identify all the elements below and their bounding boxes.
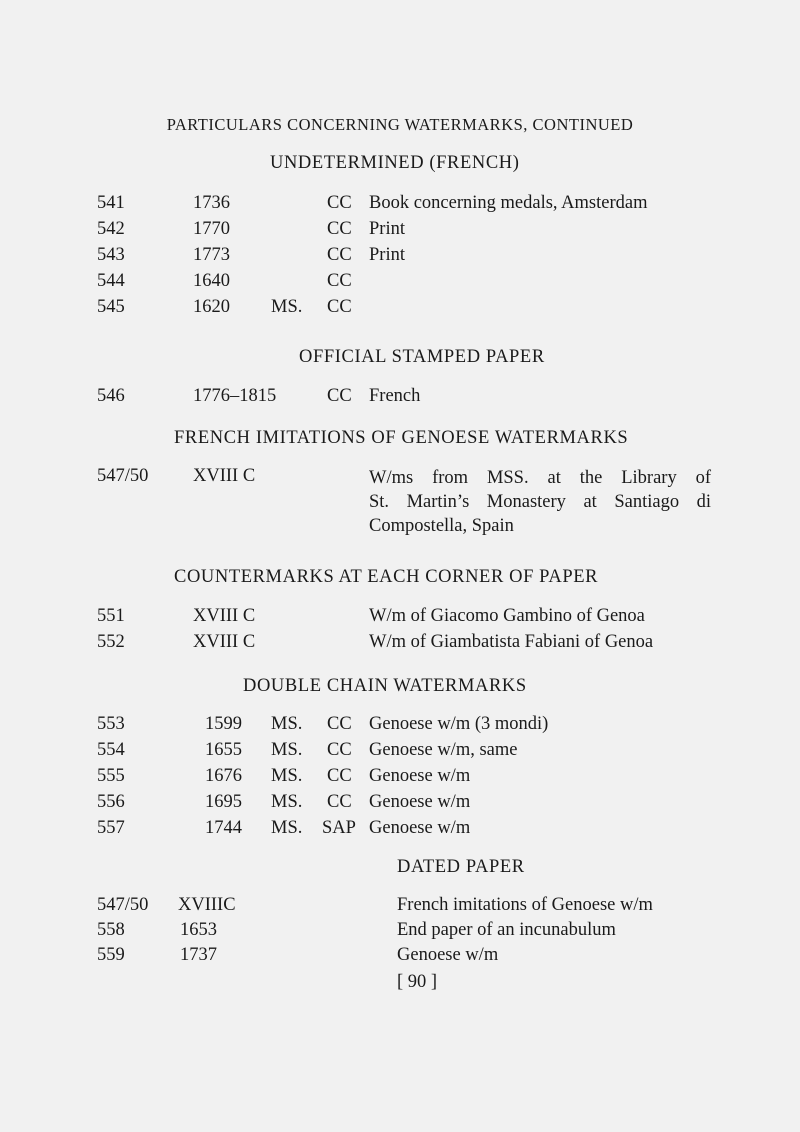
entry-description: French imitations of Genoese w/m (397, 895, 653, 915)
table-row (0, 297, 800, 323)
entry-date: XVIII C (193, 632, 256, 652)
entry-description: Print (369, 245, 405, 265)
entry-date: 1737 (180, 945, 217, 965)
table-row (0, 271, 800, 297)
entry-code: CC (327, 386, 352, 406)
entry-number: 556 (97, 792, 125, 812)
entry-description: End paper of an incunabulum (397, 920, 616, 940)
entry-description: Genoese w/m (397, 945, 499, 965)
entry-date: 1676 (205, 766, 242, 786)
entry-code: CC (327, 766, 352, 786)
entry-number: 543 (97, 245, 125, 265)
entry-code: SAP (322, 818, 356, 838)
entry-description: W/m of Giacomo Gambino of Genoa (369, 606, 645, 626)
description-line: Compostella, Spain (369, 516, 514, 536)
table-row (0, 766, 800, 792)
entry-date: 1655 (205, 740, 242, 760)
section-heading-stamped: OFFICIAL STAMPED PAPER (299, 347, 545, 367)
entry-date: 1770 (193, 219, 230, 239)
table-row (0, 792, 800, 818)
entry-number: 541 (97, 193, 125, 213)
entry-date: XVIIIC (178, 895, 236, 915)
table-row (0, 193, 800, 219)
entry-ms-mark: MS. (271, 766, 303, 786)
running-head: PARTICULARS CONCERNING WATERMARKS, CONTINUED (166, 115, 634, 134)
entry-ms-mark: MS. (271, 297, 303, 317)
table-row (0, 714, 800, 740)
table-row (0, 606, 800, 632)
entry-code: CC (327, 740, 352, 760)
entry-date: 1744 (205, 818, 242, 838)
entry-number: 546 (97, 386, 125, 406)
section-heading-imitations: FRENCH IMITATIONS OF GENOESE WATERMARKS (174, 428, 629, 448)
table-row (0, 740, 800, 766)
entry-description: Genoese w/m, same (369, 740, 518, 760)
entry-number: 558 (97, 920, 125, 940)
entry-number: 544 (97, 271, 125, 291)
entry-code: CC (327, 792, 352, 812)
entry-ms-mark: MS. (271, 792, 303, 812)
entry-date: 1620 (193, 297, 230, 317)
section-heading-countermarks: COUNTERMARKS AT EACH CORNER OF PAPER (174, 567, 599, 587)
table-row (0, 895, 800, 921)
table-row (0, 219, 800, 245)
entry-code: CC (327, 245, 352, 265)
entry-ms-mark: MS. (271, 740, 303, 760)
entry-code: CC (327, 219, 352, 239)
table-row (0, 386, 800, 412)
entry-code: CC (327, 297, 352, 317)
table-row (0, 245, 800, 271)
entry-number: 552 (97, 632, 125, 652)
entry-code: CC (327, 271, 352, 291)
entry-date: 1773 (193, 245, 230, 265)
entry-date: 1640 (193, 271, 230, 291)
entry-description: Genoese w/m (369, 792, 471, 812)
entry-date: 1653 (180, 920, 217, 940)
description-line: W/ms from MSS. at the Library of (369, 468, 711, 488)
entry-number: 547/50 (97, 466, 149, 486)
entry-date: XVIII C (193, 466, 256, 486)
table-row (0, 632, 800, 658)
entry-number: 559 (97, 945, 125, 965)
description-line: St. Martin’s Monastery at Santiago di (369, 492, 711, 512)
entry-number: 553 (97, 714, 125, 734)
entry-description: Book concerning medals, Amsterdam (369, 193, 648, 213)
entry-date: 1736 (193, 193, 230, 213)
entry-number: 545 (97, 297, 125, 317)
section-heading-double-chain: DOUBLE CHAIN WATERMARKS (243, 676, 527, 696)
entry-description: Print (369, 219, 405, 239)
entry-code: CC (327, 714, 352, 734)
entry-description: Genoese w/m (369, 766, 471, 786)
entry-date: 1695 (205, 792, 242, 812)
entry-description: Genoese w/m (3 mondi) (369, 714, 549, 734)
entry-ms-mark: MS. (271, 818, 303, 838)
entry-number: 542 (97, 219, 125, 239)
entry-ms-mark: MS. (271, 714, 303, 734)
entry-description: French (369, 386, 421, 406)
table-row (0, 920, 800, 946)
entry-number: 557 (97, 818, 125, 838)
entry-description: Genoese w/m (369, 818, 471, 838)
table-row (0, 466, 800, 542)
table-row (0, 945, 800, 971)
entry-number: 554 (97, 740, 125, 760)
entry-number: 555 (97, 766, 125, 786)
table-row (0, 818, 800, 844)
section-heading-undetermined: UNDETERMINED (FRENCH) (270, 153, 520, 173)
entry-code: CC (327, 193, 352, 213)
page-number: [ 90 ] (397, 972, 438, 992)
section-heading-dated: DATED PAPER (397, 857, 525, 877)
entry-description: W/m of Giambatista Fabiani of Genoa (369, 632, 654, 652)
entry-number: 547/50 (97, 895, 149, 915)
entry-date: 1599 (205, 714, 242, 734)
entry-description (369, 466, 711, 538)
entry-date: XVIII C (193, 606, 256, 626)
entry-date: 1776–1815 (193, 386, 277, 406)
entry-number: 551 (97, 606, 125, 626)
